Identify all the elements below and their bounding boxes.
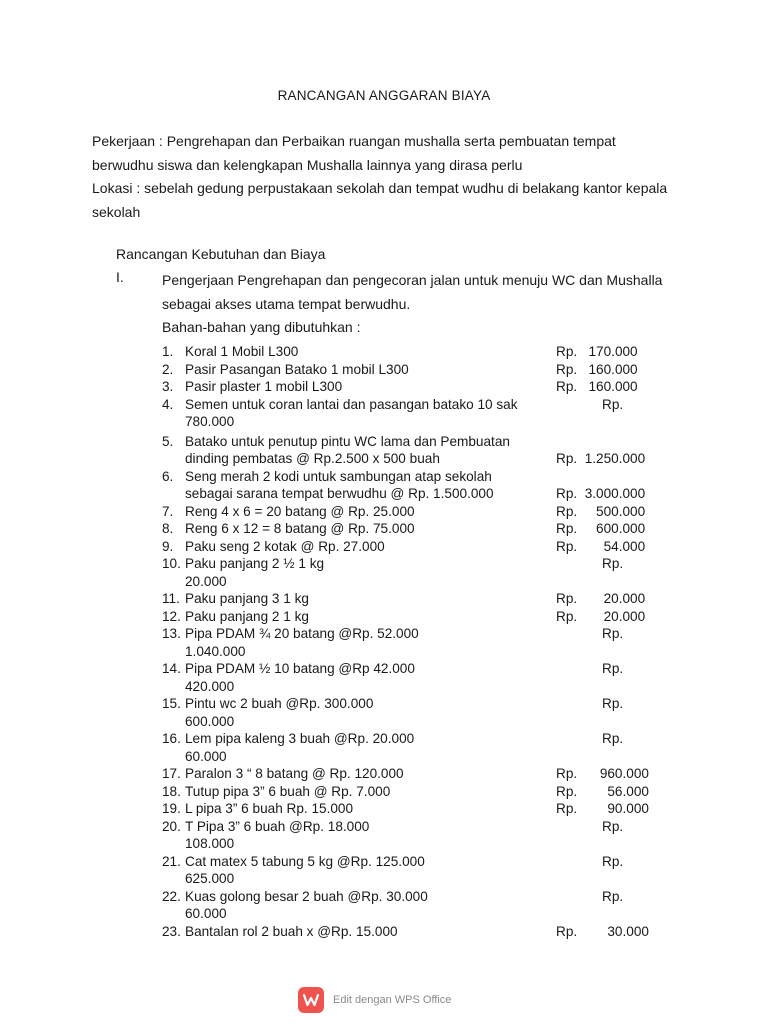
list-item xyxy=(162,520,662,538)
list-item xyxy=(162,608,662,626)
item-number: 19. xyxy=(162,801,181,816)
item-price: Rp. 600.000 xyxy=(556,521,646,536)
item-number: 17. xyxy=(162,766,181,781)
item-number: 9. xyxy=(162,538,174,554)
pekerjaan-line-2: berwudhu siswa dan kelengkapan Mushalla lainnya yang dirasa perlu xyxy=(92,156,523,173)
list-item xyxy=(162,800,662,818)
list-item xyxy=(162,888,662,923)
item-price-currency: Rp. xyxy=(602,396,624,412)
lokasi-line-2: sekolah xyxy=(92,203,141,220)
item-amount-wrapped: 780.000 xyxy=(185,414,235,429)
lokasi-line-1: Lokasi : sebelah gedung perpustakaan sekolah dan tempat wudhu di belakang kantor kepala xyxy=(92,180,668,196)
item-number: 8. xyxy=(162,521,174,536)
item-number: 22. xyxy=(162,888,181,904)
item-price-currency: Rp. xyxy=(602,853,624,869)
item-description: Pipa PDAM ¾ 20 batang @Rp. 52.000 xyxy=(185,626,419,641)
item-price-currency: Rp. xyxy=(602,626,624,641)
item-number: 23. xyxy=(162,923,181,939)
item-description: L pipa 3” 6 buah Rp. 15.000 xyxy=(185,801,354,816)
item-number: 11. xyxy=(162,591,180,606)
item-number: 16. xyxy=(162,731,181,746)
item-amount-wrapped: 625.000 xyxy=(185,871,235,886)
list-item xyxy=(162,783,662,801)
item-number: 5. xyxy=(162,433,174,449)
item-price: Rp. 500.000 xyxy=(556,503,646,519)
section-heading: Rancangan Kebutuhan dan Biaya xyxy=(116,246,326,262)
section-line-2: sebagai akses utama tempat berwudhu. xyxy=(162,295,411,312)
item-price: Rp. 1.250.000 xyxy=(556,451,646,466)
list-item xyxy=(162,378,662,396)
section-description xyxy=(162,269,682,340)
item-amount-wrapped: 600.000 xyxy=(185,713,235,729)
item-price: Rp. 3.000.000 xyxy=(556,486,646,501)
item-amount-wrapped: 108.000 xyxy=(185,836,235,851)
list-item xyxy=(162,625,662,660)
item-price: Rp. 160.000 xyxy=(556,379,638,394)
list-item xyxy=(162,433,662,468)
list-item xyxy=(162,555,662,590)
item-description: Paku panjang 2 ½ 1 kg xyxy=(185,556,325,571)
item-description: Paralon 3 “ 8 batang @ Rp. 120.000 xyxy=(185,766,404,781)
list-item xyxy=(162,818,662,853)
item-description: Paku panjang 2 1 kg xyxy=(185,608,309,624)
item-price: Rp. 30.000 xyxy=(556,923,649,939)
item-description-continued: dinding pembatas @ Rp.2.500 x 500 buah xyxy=(185,451,440,466)
item-price-currency: Rp. xyxy=(602,696,624,711)
list-item xyxy=(162,396,662,431)
item-price-currency: Rp. xyxy=(602,661,624,676)
item-description: Bantalan rol 2 buah x @Rp. 15.000 xyxy=(185,923,398,939)
wps-logo-icon xyxy=(298,987,324,1013)
item-price: Rp. 20.000 xyxy=(556,591,646,606)
wps-w-glyph xyxy=(302,991,320,1009)
item-number: 12. xyxy=(162,608,181,624)
item-price: Rp. 56.000 xyxy=(556,783,649,799)
section-line-3: Bahan-bahan yang dibutuhkan : xyxy=(162,319,361,335)
item-price: Rp. 160.000 xyxy=(556,361,638,377)
item-description-continued: sebagai sarana tempat berwudhu @ Rp. 1.500.000 xyxy=(185,486,494,501)
list-item xyxy=(162,853,662,888)
item-description: Koral 1 Mobil L300 xyxy=(185,344,299,359)
list-item xyxy=(162,923,662,941)
item-description: Batako untuk penutup pintu WC lama dan Pembuatan xyxy=(185,433,510,449)
item-price: Rp. 960.000 xyxy=(556,766,649,781)
materials-list xyxy=(162,343,662,940)
item-number: 15. xyxy=(162,696,181,711)
item-number: 20. xyxy=(162,818,181,834)
wps-footer xyxy=(298,986,451,1014)
item-amount-wrapped: 60.000 xyxy=(185,748,227,764)
item-number: 6. xyxy=(162,468,174,484)
item-description: Paku seng 2 kotak @ Rp. 27.000 xyxy=(185,538,385,554)
pekerjaan-paragraph xyxy=(92,130,692,224)
list-item xyxy=(162,538,662,556)
item-price-currency: Rp. xyxy=(602,818,624,834)
item-description: Kuas golong besar 2 buah @Rp. 30.000 xyxy=(185,888,428,904)
item-number: 13. xyxy=(162,626,181,641)
item-price: Rp. 20.000 xyxy=(556,608,646,624)
item-price-currency: Rp. xyxy=(602,888,624,904)
footer-text: Edit dengan WPS Office xyxy=(333,994,452,1006)
list-item xyxy=(162,503,662,521)
item-number: 21. xyxy=(162,853,181,869)
item-amount-wrapped: 1.040.000 xyxy=(185,643,246,659)
item-description: Paku panjang 3 1 kg xyxy=(185,591,309,606)
item-description: Pipa PDAM ½ 10 batang @Rp 42.000 xyxy=(185,661,415,676)
item-number: 10. xyxy=(162,556,181,571)
list-item xyxy=(162,730,662,765)
item-description: Seng merah 2 kodi untuk sambungan atap sekolah xyxy=(185,468,492,484)
item-description: Semen untuk coran lantai dan pasangan batako 10 sak xyxy=(185,396,518,412)
item-description: Pasir Pasangan Batako 1 mobil L300 xyxy=(185,361,409,377)
item-number: 14. xyxy=(162,661,181,676)
section-roman-numeral: I. xyxy=(116,269,124,285)
item-number: 2. xyxy=(162,361,174,377)
item-amount-wrapped: 20.000 xyxy=(185,573,227,589)
list-item xyxy=(162,361,662,379)
item-description: Cat matex 5 tabung 5 kg @Rp. 125.000 xyxy=(185,853,425,869)
document-title: RANCANGAN ANGGARAN BIAYA xyxy=(277,88,491,103)
list-item xyxy=(162,468,662,503)
item-number: 4. xyxy=(162,396,174,412)
item-price: Rp. 170.000 xyxy=(556,344,638,359)
item-number: 7. xyxy=(162,503,174,519)
item-description: Reng 6 x 12 = 8 batang @ Rp. 75.000 xyxy=(185,521,415,536)
list-item xyxy=(162,590,662,608)
pekerjaan-line-1: Pekerjaan : Pengrehapan dan Perbaikan ruangan mushalla serta pembuatan tempat xyxy=(92,133,616,149)
item-price: Rp. 54.000 xyxy=(556,538,646,554)
item-number: 18. xyxy=(162,783,181,799)
list-item xyxy=(162,695,662,730)
item-price-currency: Rp. xyxy=(602,731,624,746)
item-number: 3. xyxy=(162,379,174,394)
item-description: Tutup pipa 3” 6 buah @ Rp. 7.000 xyxy=(185,783,391,799)
section-line-1: Pengerjaan Pengrehapan dan pengecoran jalan untuk menuju WC dan Mushalla xyxy=(162,272,663,288)
item-amount-wrapped: 60.000 xyxy=(185,906,227,921)
item-price-currency: Rp. xyxy=(602,556,624,571)
item-description: Pintu wc 2 buah @Rp. 300.000 xyxy=(185,696,374,711)
item-amount-wrapped: 420.000 xyxy=(185,678,235,694)
item-description: Reng 4 x 6 = 20 batang @ Rp. 25.000 xyxy=(185,503,415,519)
list-item xyxy=(162,765,662,783)
item-number: 1. xyxy=(162,344,174,359)
item-description: Pasir plaster 1 mobil L300 xyxy=(185,379,343,394)
list-item xyxy=(162,343,662,361)
item-price: Rp. 90.000 xyxy=(556,801,649,816)
item-description: T Pipa 3” 6 buah @Rp. 18.000 xyxy=(185,818,370,834)
item-description: Lem pipa kaleng 3 buah @Rp. 20.000 xyxy=(185,731,415,746)
list-item xyxy=(162,660,662,695)
